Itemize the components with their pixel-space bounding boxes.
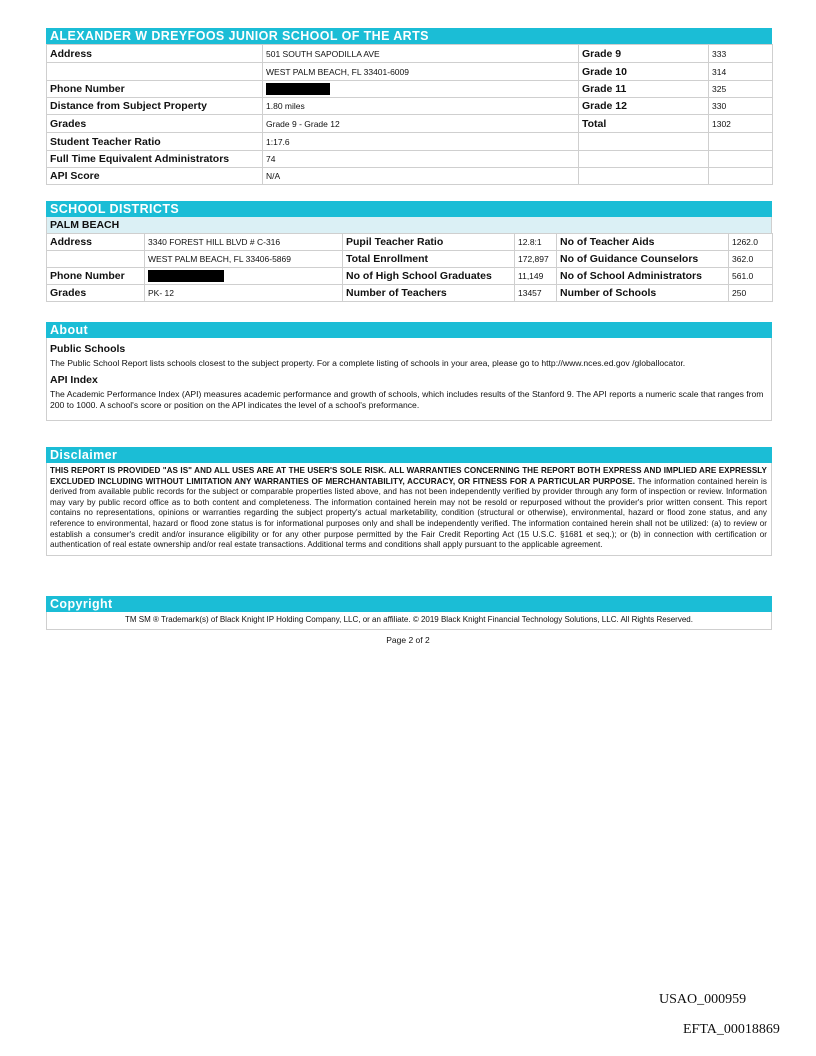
table-row bbox=[47, 81, 773, 98]
table-row bbox=[47, 234, 773, 251]
grades-value: Grade 9 - Grade 12 bbox=[263, 115, 579, 133]
api-index-title: API Index bbox=[50, 374, 98, 386]
disclaimer-body bbox=[46, 463, 772, 556]
disclaimer-text bbox=[50, 466, 767, 551]
table-row bbox=[47, 98, 773, 115]
empty-cell bbox=[709, 151, 773, 168]
enrollment-value: 330 bbox=[709, 98, 773, 115]
graduates-value: 11,149 bbox=[515, 268, 557, 285]
grades-label: Grades bbox=[47, 115, 263, 133]
table-row bbox=[47, 115, 773, 133]
phone-label: Phone Number bbox=[47, 81, 263, 98]
enrollment-label: Grade 10 bbox=[579, 63, 709, 81]
total-value: 1302 bbox=[709, 115, 773, 133]
table-row bbox=[47, 133, 773, 151]
distance-value: 1.80 miles bbox=[263, 98, 579, 115]
redaction-block bbox=[266, 83, 330, 95]
about-body bbox=[46, 338, 772, 421]
teachers-value: 13457 bbox=[515, 285, 557, 302]
enrollment-value: 333 bbox=[709, 45, 773, 63]
district-address-line2: WEST PALM BEACH, FL 33406-5869 bbox=[145, 251, 343, 268]
schools-value: 250 bbox=[729, 285, 773, 302]
empty-cell bbox=[579, 133, 709, 151]
empty-cell bbox=[709, 133, 773, 151]
empty-cell bbox=[47, 251, 145, 268]
copyright-section bbox=[46, 596, 772, 630]
copyright-body bbox=[46, 612, 772, 630]
empty-cell bbox=[579, 151, 709, 168]
table-row bbox=[47, 168, 773, 185]
teachers-label: Number of Teachers bbox=[343, 285, 515, 302]
enrollment-label: Grade 12 bbox=[579, 98, 709, 115]
distance-label: Distance from Subject Property bbox=[47, 98, 263, 115]
district-phone-label: Phone Number bbox=[47, 268, 145, 285]
phone-value bbox=[263, 81, 579, 98]
enrollment-label: Grade 11 bbox=[579, 81, 709, 98]
disclaimer-body-text: The information contained herein is derived from available public records for the subject or comparable properties listed above, and has not been independently verified by provider through any form of inspection or review. Information may vary by public record office as to both content and completeness. The information contained herein may not be resold or repurposed without the provider's prior written consent. This report contains no representations, opinions or warranties regarding the subject property's actual marketability, condition (structural or otherwise), environmental, hazard or flood zone status, and any reference to environmental, hazard or flood zone status is for informational purposes only and shall be independently verified. The information contained herein shall not be utilized: (a) to review or establish a consumer's credit and/or insurance eligibility or for any other purpose permitted by the Fair Credit Reporting Act (15 U.S.C. §1681 et seq.); or (b) in connection with certification or authentication of real estate ownership and/or real estate transactions. Additional terms and conditions shall apply pursuant to the applicable agreement. bbox=[50, 476, 767, 550]
district-address-line1: 3340 FOREST HILL BLVD # C-316 bbox=[145, 234, 343, 251]
school-section bbox=[46, 28, 772, 185]
copyright-text: TM SM ® Trademark(s) of Black Knight IP Holding Company, LLC, or an affiliate. © 2019 Black Knight Financial Technology Solutions, LLC. All Rights Reserved. bbox=[125, 615, 693, 624]
disclaimer-header: Disclaimer bbox=[46, 447, 772, 463]
public-schools-title: Public Schools bbox=[50, 343, 126, 355]
total-label: Total bbox=[579, 115, 709, 133]
ratio-label: Student Teacher Ratio bbox=[47, 133, 263, 151]
redaction-block bbox=[148, 270, 224, 282]
bates-efta: EFTA_00018869 bbox=[683, 1022, 780, 1037]
table-row bbox=[47, 45, 773, 63]
about-header: About bbox=[46, 322, 772, 338]
admins-value: 74 bbox=[263, 151, 579, 168]
empty-cell bbox=[47, 63, 263, 81]
pupil-ratio-label: Pupil Teacher Ratio bbox=[343, 234, 515, 251]
aids-label: No of Teacher Aids bbox=[557, 234, 729, 251]
api-label: API Score bbox=[47, 168, 263, 185]
pupil-ratio-value: 12.8:1 bbox=[515, 234, 557, 251]
table-row bbox=[47, 268, 773, 285]
table-row bbox=[47, 251, 773, 268]
schools-label: Number of Schools bbox=[557, 285, 729, 302]
address-line1: 501 SOUTH SAPODILLA AVE bbox=[263, 45, 579, 63]
enrollment-label: Total Enrollment bbox=[343, 251, 515, 268]
table-row bbox=[47, 63, 773, 81]
district-address-label: Address bbox=[47, 234, 145, 251]
api-index-text: The Academic Performance Index (API) measures academic performance and growth of schools, which includes results of the Stanford 9. The API reports a numeric scale that ranges from 200 to 1000. A school's score or position on the API indicates the level of a school's preformance. bbox=[50, 389, 764, 410]
districts-header: SCHOOL DISTRICTS bbox=[46, 201, 772, 217]
table-row bbox=[47, 285, 773, 302]
school-details-table bbox=[46, 44, 773, 185]
ratio-value: 1:17.6 bbox=[263, 133, 579, 151]
graduates-label: No of High School Graduates bbox=[343, 268, 515, 285]
address-line2: WEST PALM BEACH, FL 33401-6009 bbox=[263, 63, 579, 81]
api-value: N/A bbox=[263, 168, 579, 185]
public-schools-text: The Public School Report lists schools closest to the subject property. For a complete listing of schools in your area, please go to http://www.nces.ed.gov /globallocator. bbox=[50, 358, 686, 368]
administrators-value: 561.0 bbox=[729, 268, 773, 285]
disclaimer-section bbox=[46, 447, 772, 556]
empty-cell bbox=[709, 168, 773, 185]
disclaimer-bold-text: THIS REPORT IS PROVIDED "AS IS" AND ALL USES ARE AT THE USER'S SOLE RISK. ALL WARRANTIES CONCERNING THE REPORT BOTH EXPRESS AND IMPLIED ARE EXPRESSLY EXCLUDED INCLUDING WITHOUT LIMITATION ANY WARRANTIES OF MERCHANTABILITY, ACCURACY, OR FITNESS FOR A PARTICULAR PURPOSE. bbox=[50, 466, 767, 486]
address-label: Address bbox=[47, 45, 263, 63]
counselors-label: No of Guidance Counselors bbox=[557, 251, 729, 268]
administrators-label: No of School Administrators bbox=[557, 268, 729, 285]
enrollment-value: 325 bbox=[709, 81, 773, 98]
enrollment-value: 172,897 bbox=[515, 251, 557, 268]
aids-value: 1262.0 bbox=[729, 234, 773, 251]
enrollment-value: 314 bbox=[709, 63, 773, 81]
school-name-header: ALEXANDER W DREYFOOS JUNIOR SCHOOL OF THE ARTS bbox=[46, 28, 772, 44]
table-row bbox=[47, 151, 773, 168]
district-grades-value: PK- 12 bbox=[145, 285, 343, 302]
empty-cell bbox=[579, 168, 709, 185]
admins-label: Full Time Equivalent Administrators bbox=[47, 151, 263, 168]
counselors-value: 362.0 bbox=[729, 251, 773, 268]
district-phone-value bbox=[145, 268, 343, 285]
bates-usao: USAO_000959 bbox=[659, 992, 747, 1007]
about-section bbox=[46, 322, 772, 421]
districts-section bbox=[46, 201, 772, 302]
district-table bbox=[46, 233, 773, 302]
copyright-header: Copyright bbox=[46, 596, 772, 612]
district-grades-label: Grades bbox=[47, 285, 145, 302]
page-number: Page 2 of 2 bbox=[386, 635, 430, 645]
district-name: PALM BEACH bbox=[46, 217, 772, 233]
enrollment-label: Grade 9 bbox=[579, 45, 709, 63]
